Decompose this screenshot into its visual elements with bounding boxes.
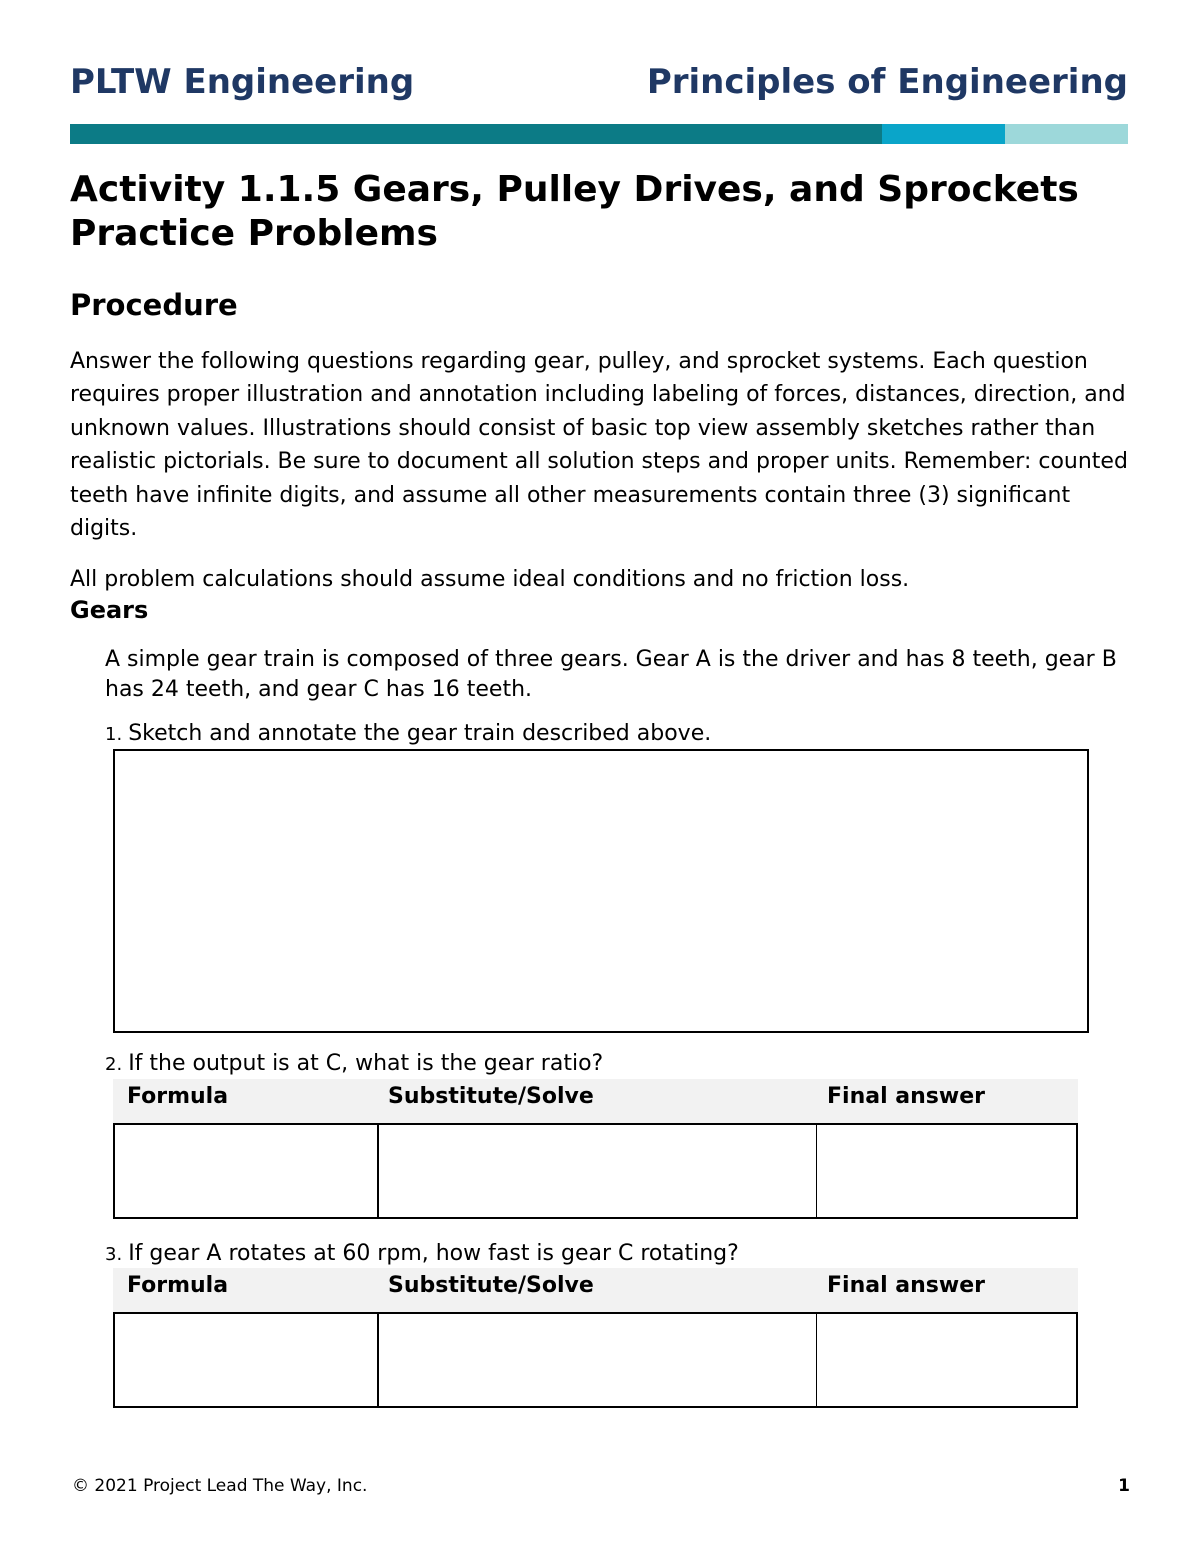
header-substitute: Substitute/Solve [388,1084,594,1109]
table-row [113,1123,1078,1219]
question-text: Sketch and annotate the gear train described above. [128,721,712,746]
final-answer-cell[interactable] [817,1314,1076,1406]
answer-table-q3 [113,1268,1078,1408]
gears-intro: A simple gear train is composed of three gears. Gear A is the driver and has 8 teeth, gear B has 24 teeth, and gear C has 16 teeth. [105,647,1117,702]
question-number: 2. [105,1054,123,1075]
header-substitute: Substitute/Solve [388,1273,594,1298]
gears-heading: Gears [70,596,149,624]
header-final-answer: Final answer [827,1084,985,1109]
substitute-cell[interactable] [379,1125,817,1217]
table-row [113,1312,1078,1408]
procedure-heading: Procedure [70,288,238,322]
table-header [113,1268,1078,1312]
formula-cell[interactable] [115,1314,379,1406]
question-2 [105,1051,603,1076]
header-program: PLTW Engineering [70,62,415,102]
formula-cell[interactable] [115,1125,379,1217]
final-answer-cell[interactable] [817,1125,1076,1217]
header-formula: Formula [127,1084,229,1109]
question-text: If the output is at C, what is the gear ratio? [128,1051,604,1076]
sketch-answer-box[interactable] [113,749,1089,1033]
header-formula: Formula [127,1273,229,1298]
table-header [113,1079,1078,1123]
answer-table-q2 [113,1079,1078,1219]
substitute-cell[interactable] [379,1314,817,1406]
page-number: 1 [1118,1476,1130,1496]
question-number: 1. [105,724,123,745]
question-text: If gear A rotates at 60 rpm, how fast is gear C rotating? [128,1241,739,1266]
question-1 [105,721,711,746]
header-rule-mid [882,124,1005,144]
page-title: Activity 1.1.5 Gears, Pulley Drives, and Sprockets Practice Problems [70,169,1079,254]
header-rule-dark [70,124,882,144]
header-course: Principles of Engineering [646,62,1128,102]
question-number: 3. [105,1244,123,1265]
procedure-paragraph: Answer the following questions regarding gear, pulley, and sprocket systems. Each question requires proper illustration and annotation including labeling of forces, distances, direction, and unknown values. Illustrations should consist of basic top view assembly sketches rather than realistic pictorials. Be sure to document all solution steps and proper units. Remember: counted teeth have infinite digits, and assume all other measurements contain three (3) significant digits. [70,349,1128,542]
header-final-answer: Final answer [827,1273,985,1298]
footer-copyright: © 2021 Project Lead The Way, Inc. [72,1476,368,1496]
header-rule-light [1005,124,1128,144]
assumption-paragraph: All problem calculations should assume ideal conditions and no friction loss. [70,567,910,592]
question-3 [105,1241,739,1266]
